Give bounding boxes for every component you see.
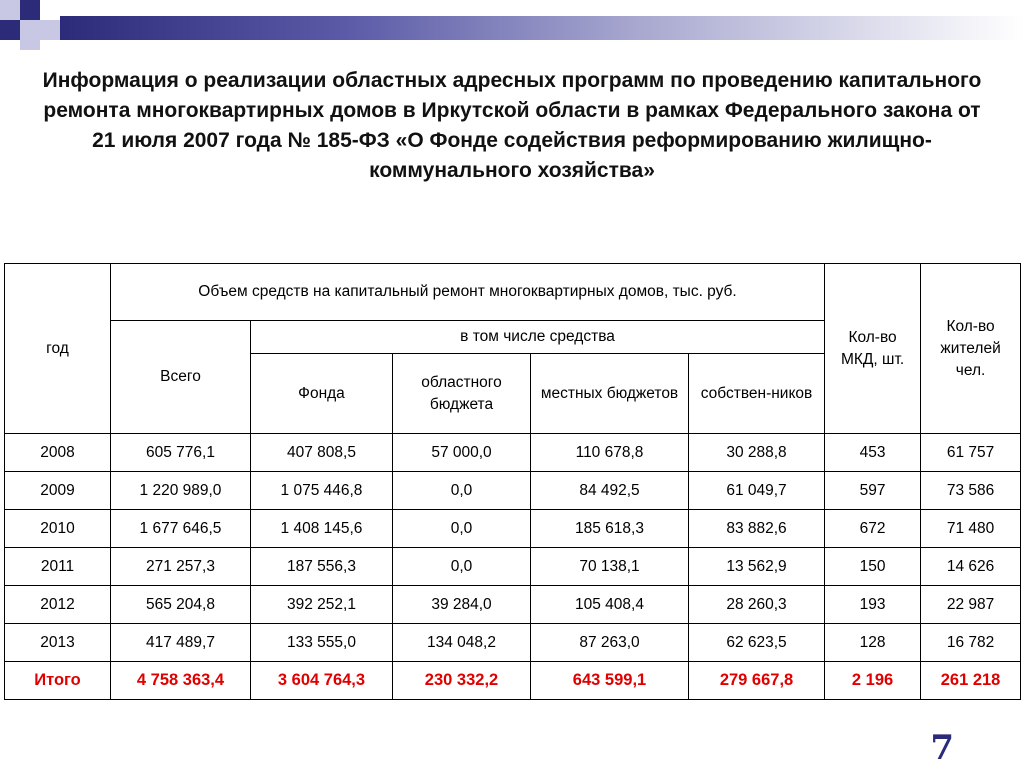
cell-fund: 187 556,3	[251, 548, 393, 586]
table-row	[5, 586, 1021, 624]
header-decoration	[0, 0, 1024, 48]
header-including: в том числе средства	[251, 321, 825, 354]
cell-owners: 62 623,5	[689, 624, 825, 662]
cell-residents: 22 987	[921, 586, 1021, 624]
table-row	[5, 472, 1021, 510]
cell-fund: 407 808,5	[251, 434, 393, 472]
cell-residents: 73 586	[921, 472, 1021, 510]
slide-title: Информация о реализации областных адресных программ по проведению капитального ремонта многоквартирных домов в Иркутской области в рамках Федерального закона от 21 июля 2007 года № 185-ФЗ «О Фонде содействия реформированию жилищно-коммунального хозяйства»	[42, 69, 982, 182]
header-total: Всего	[111, 321, 251, 434]
total-row	[5, 662, 1021, 700]
total-cell-fund: 3 604 764,3	[251, 662, 393, 700]
cell-local: 87 263,0	[531, 624, 689, 662]
cell-mkd-count: 128	[825, 624, 921, 662]
table-row	[5, 624, 1021, 662]
table-body	[5, 434, 1021, 700]
header-volume: Объем средств на капитальный ремонт многоквартирных домов, тыс. руб.	[111, 264, 825, 321]
cell-residents: 16 782	[921, 624, 1021, 662]
cell-local: 70 138,1	[531, 548, 689, 586]
total-cell-year: Итого	[5, 662, 111, 700]
cell-regional: 0,0	[393, 472, 531, 510]
decor-square	[20, 20, 40, 40]
decor-square	[20, 0, 40, 20]
cell-residents: 61 757	[921, 434, 1021, 472]
cell-total: 271 257,3	[111, 548, 251, 586]
program-table	[4, 263, 1021, 700]
cell-owners: 28 260,3	[689, 586, 825, 624]
cell-year: 2008	[5, 434, 111, 472]
decor-square	[0, 20, 20, 40]
cell-fund: 392 252,1	[251, 586, 393, 624]
cell-mkd-count: 597	[825, 472, 921, 510]
cell-owners: 83 882,6	[689, 510, 825, 548]
cell-year: 2009	[5, 472, 111, 510]
cell-total: 605 776,1	[111, 434, 251, 472]
cell-local: 185 618,3	[531, 510, 689, 548]
table-row	[5, 510, 1021, 548]
header-gradient-bar	[60, 16, 1024, 40]
cell-year: 2010	[5, 510, 111, 548]
header-fund: Фонда	[251, 354, 393, 434]
table-row	[5, 434, 1021, 472]
cell-residents: 71 480	[921, 510, 1021, 548]
cell-mkd-count: 193	[825, 586, 921, 624]
cell-regional: 134 048,2	[393, 624, 531, 662]
total-cell-total: 4 758 363,4	[111, 662, 251, 700]
decor-square	[40, 20, 60, 40]
cell-local: 84 492,5	[531, 472, 689, 510]
header-local: местных бюджетов	[531, 354, 689, 434]
cell-regional: 39 284,0	[393, 586, 531, 624]
cell-mkd-count: 453	[825, 434, 921, 472]
header-owners: собствен-ников	[689, 354, 825, 434]
decor-square	[20, 40, 40, 50]
total-cell-mkd-count: 2 196	[825, 662, 921, 700]
cell-owners: 61 049,7	[689, 472, 825, 510]
cell-regional: 57 000,0	[393, 434, 531, 472]
cell-regional: 0,0	[393, 510, 531, 548]
header-year: год	[5, 264, 111, 434]
cell-residents: 14 626	[921, 548, 1021, 586]
total-cell-regional: 230 332,2	[393, 662, 531, 700]
total-cell-local: 643 599,1	[531, 662, 689, 700]
cell-year: 2013	[5, 624, 111, 662]
cell-local: 105 408,4	[531, 586, 689, 624]
header-residents: Кол-во жителей чел.	[921, 264, 1021, 434]
header-mkd-count: Кол-во МКД, шт.	[825, 264, 921, 434]
decor-square	[40, 0, 60, 20]
decor-square	[0, 0, 20, 20]
cell-mkd-count: 150	[825, 548, 921, 586]
header-regional: областного бюджета	[393, 354, 531, 434]
table-row	[5, 548, 1021, 586]
cell-total: 1 677 646,5	[111, 510, 251, 548]
cell-fund: 1 075 446,8	[251, 472, 393, 510]
cell-fund: 1 408 145,6	[251, 510, 393, 548]
cell-owners: 13 562,9	[689, 548, 825, 586]
cell-year: 2011	[5, 548, 111, 586]
cell-fund: 133 555,0	[251, 624, 393, 662]
total-cell-residents: 261 218	[921, 662, 1021, 700]
cell-year: 2012	[5, 586, 111, 624]
page-number: 7	[930, 728, 954, 768]
total-cell-owners: 279 667,8	[689, 662, 825, 700]
cell-total: 1 220 989,0	[111, 472, 251, 510]
cell-regional: 0,0	[393, 548, 531, 586]
cell-owners: 30 288,8	[689, 434, 825, 472]
cell-mkd-count: 672	[825, 510, 921, 548]
cell-total: 565 204,8	[111, 586, 251, 624]
cell-local: 110 678,8	[531, 434, 689, 472]
cell-total: 417 489,7	[111, 624, 251, 662]
